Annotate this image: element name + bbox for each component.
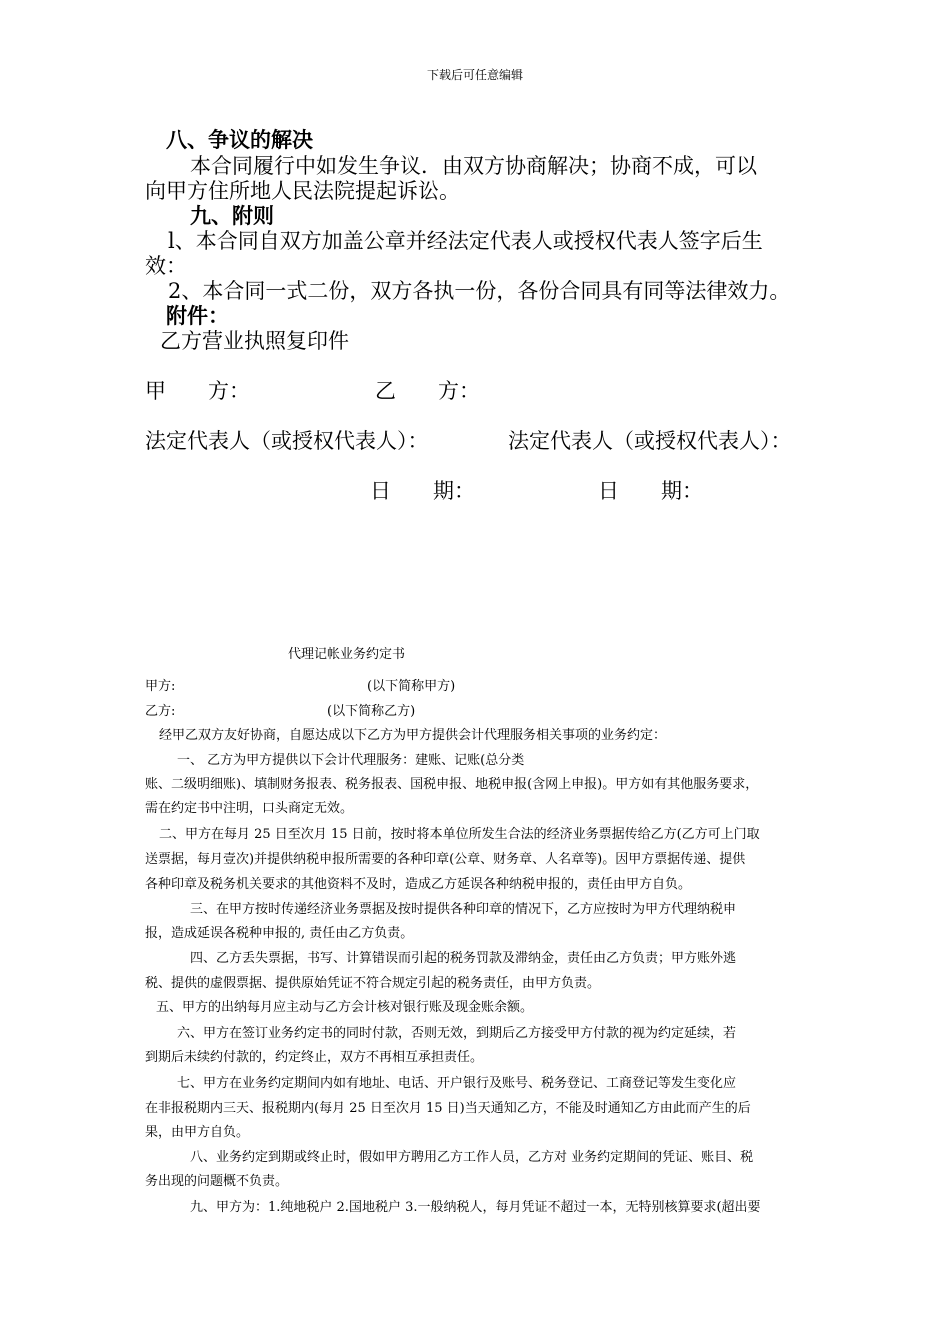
clause7-line3: 果，由甲方自负。: [145, 1125, 250, 1140]
agreement-party-a-note: (以下简称甲方): [367, 679, 456, 694]
clause2-line1: 二、甲方在每月 25 日至次月 15 日前，按时将本单位所发生合法的经济业务票据传给乙方(乙方可上门取: [159, 827, 760, 842]
section9-heading: 九、附则: [190, 203, 274, 228]
section8-heading: 八、争议的解决: [166, 127, 313, 152]
clause2-line2: 送票据，每月壹次)并提供纳税申报所需要的各种印章(公章、财务章、人名章等)。因甲方票据传递、提供: [145, 852, 746, 867]
clause8-line1: 八、业务约定到期或终止时，假如甲方聘用乙方工作人员，乙方对 业务约定期间的凭证、账目、税: [190, 1150, 754, 1165]
clause2-line3: 各种印章及税务机关要求的其他资料不及时，造成乙方延误各种纳税申报的，责任由甲方自负。: [145, 877, 692, 892]
agreement-title: 代理记帐业务约定书: [288, 647, 406, 662]
clause5-line1: 五、甲方的出纳每月应主动与乙方会计核对银行账及现金账余额。: [156, 1000, 534, 1015]
attachment-item: 乙方营业执照复印件: [160, 329, 349, 353]
agreement-intro: 经甲乙双方友好协商，自愿达成以下乙方为甲方提供会计代理服务相关事项的业务约定：: [159, 728, 667, 743]
clause4-line2: 税、提供的虚假票据、提供原始凭证不符合规定引起的税务责任，由甲方负责。: [145, 976, 601, 991]
clause3-line2: 报，造成延误各税种申报的, 责任由乙方负责。: [145, 926, 414, 941]
signature-party-b: 乙 方：: [375, 379, 480, 403]
clause1-line3: 需在约定书中注明，口头商定无效。: [145, 801, 354, 816]
section9-item2: 2、本合同一式二份，双方各执一份，各份合同具有同等法律效力。: [168, 279, 791, 303]
page-header-note: 下载后可任意编辑: [426, 68, 523, 82]
clause1-line1: 一、 乙方为甲方提供以下会计代理服务：建账、记账(总分类: [177, 753, 525, 768]
attachment-heading: 附件：: [166, 303, 229, 328]
clause6-line2: 到期后未续约付款的，约定终止，双方不再相互承担责任。: [145, 1050, 484, 1065]
agreement-party-b-label: 乙方:: [145, 704, 176, 719]
signature-rep-b: 法定代表人（或授权代表人）：: [508, 429, 792, 453]
signature-party-a: 甲 方：: [145, 379, 250, 403]
signature-date-a: 日 期：: [370, 479, 475, 503]
clause6-line1: 六、甲方在签订业务约定书的同时付款，否则无效，到期后乙方接受甲方付款的视为约定延续，若: [177, 1026, 737, 1041]
clause1-line2: 账、二级明细账)、填制财务报表、税务报表、国税申报、地税申报(含网上申报)。甲方如有其他服务要求，: [145, 777, 759, 792]
agreement-party-b-note: (以下简称乙方): [327, 704, 416, 719]
clause7-line2: 在非报税期内三天、报税期内(每月 25 日至次月 15 日)当天通知乙方，不能及时通知乙方由此而产生的后: [145, 1101, 751, 1116]
signature-rep-a: 法定代表人（或授权代表人）：: [145, 429, 429, 453]
agreement-party-a-label: 甲方:: [145, 679, 176, 694]
clause7-line1: 七、甲方在业务约定期间内如有地址、电话、开户银行及账号、税务登记、工商登记等发生变化应: [177, 1076, 737, 1091]
section9-item1-line2: 效：: [145, 254, 187, 278]
clause3-line1: 三、在甲方按时传递经济业务票据及按时提供各种印章的情况下，乙方应按时为甲方代理纳税申: [190, 902, 737, 917]
signature-date-b: 日 期：: [598, 479, 703, 503]
section8-line2: 向甲方住所地人民法院提起诉讼。: [145, 179, 460, 203]
clause9-line1: 九、甲方为：1.纯地税户 2.国地税户 3.一般纳税人，每月凭证不超过一本，无特别核算要求(超出要: [190, 1200, 761, 1215]
clause4-line1: 四、乙方丢失票据，书写、计算错误而引起的税务罚款及滞纳金，责任由乙方负责；甲方账外逃: [190, 951, 737, 966]
clause8-line2: 务出现的问题概不负责。: [145, 1174, 289, 1189]
section9-item1-line1: l、本合同自双方加盖公章并经法定代表人或授权代表人签字后生: [168, 229, 763, 253]
section8-line1: 本合同履行中如发生争议．由双方协商解决；协商不成，可以: [190, 154, 757, 178]
